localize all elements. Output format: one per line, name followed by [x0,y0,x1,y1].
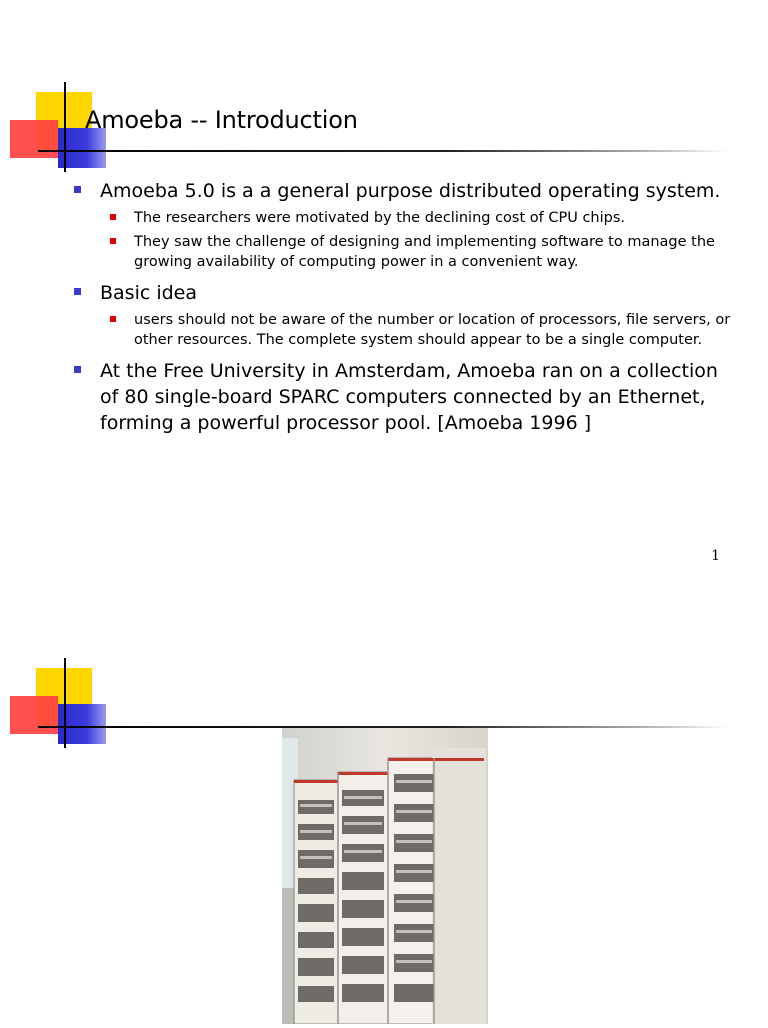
bullet-item [72,358,732,436]
slide-title: Amoeba -- Introduction [85,106,358,134]
bullet-square-icon [74,288,81,295]
bullet-list [72,178,732,440]
sub-bullet-text: They saw the challenge of designing and implementing software to manage the growing availability of computing power in a convenient way. [134,234,715,270]
title-underline [38,150,728,152]
bullet-text: At the Free University in Amsterdam, Amoeba ran on a collection of 80 single-board SPARC computers connected by an Ethernet, forming a powerful processor pool. [Amoeba 1996 ] [100,360,718,434]
sub-bullet-item [100,232,732,272]
sub-bullet-item [100,310,732,350]
decor-vertical-line [64,658,66,748]
sub-bullet-square-icon [110,316,116,322]
sub-bullet-square-icon [110,214,116,220]
decor-red-square [10,120,58,158]
sub-bullet-item [100,208,732,228]
decor-red-square [10,696,58,734]
bullet-item [72,280,732,306]
sub-bullet-text: The researchers were motivated by the declining cost of CPU chips. [134,210,626,226]
bullet-item [72,178,732,204]
bullet-square-icon [74,186,81,193]
server-racks-image [282,728,488,1024]
server-racks-photo [282,728,488,1024]
bullet-text: Basic idea [100,282,198,304]
page-number: 1 [711,548,720,564]
bullet-square-icon [74,366,81,373]
bullet-text: Amoeba 5.0 is a a general purpose distributed operating system. [100,180,721,202]
sub-bullet-text: users should not be aware of the number or location of processors, file servers, or other resources. The complete system should appear to be a single computer. [134,312,731,348]
sub-bullet-square-icon [110,238,116,244]
decor-vertical-line [64,82,66,172]
